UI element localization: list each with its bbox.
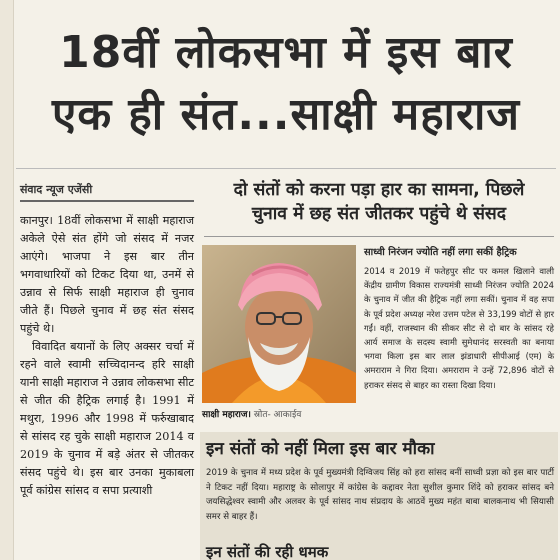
sub-headline [204, 178, 554, 226]
news-agency-byline: संवाद न्यूज एजेंसी [20, 183, 93, 196]
adjacent-column-edge [0, 0, 14, 560]
photo-caption [202, 405, 356, 421]
sakshi-maharaj-photo [202, 245, 356, 403]
subhead-line-1: दो संतों को करना पड़ा हार का सामना, पिछले [233, 180, 525, 200]
right-article-column [364, 246, 554, 392]
box-heading: इन संतों को नहीं मिला इस बार मौका [206, 439, 435, 459]
caption-name: साक्षी महाराज। [202, 410, 251, 420]
article-paragraph-2: विवादित बयानों के लिए अक्सर चर्चा में रहने वाले स्वामी सच्चिदानन्द हरि साक्षी यानी साक्षी महाराज ने उन्नाव लोकसभा सीट से जीत की हैट्रिक लगाई है। 1991 में मथुरा, 1996 और 1998 में फर्रुखाबाद से सांसद रह चुके साक्षी महाराज 2014 व 2019 के चुनाव में बड़े अंतर से जीतकर संसद पहुंचे थे। इस बार उनका मुकाबला पूर्व कांग्रेस सांसद व सपा प्रत्याशी [20, 340, 194, 497]
sidebar-story-title: साध्वी निरंजन ज्योति नहीं लगा सकीं हैट्रिक [364, 247, 517, 258]
headline-line-1: 18वीं लोकसभा में इस बार [59, 27, 513, 78]
article-paragraph-1: कानपुर। 18वीं लोकसभा में साक्षी महाराज अकेले ऐसे संत होंगे जो संसद में नजर आएंगे। भाजपा ने इस बार तीन भगवाधारियों को टिकट दिया था, उनमें से उन्नाव से सिर्फ साक्षी महाराज ही चुनाव जीते हैं। पिछले चुनाव में छह संत संसद पहुंचे थे। [20, 214, 194, 335]
portrait-illustration [202, 245, 356, 403]
box-text: 2019 के चुनाव में मध्य प्रदेश के पूर्व मुख्यमंत्री दिग्विजय सिंह को हरा सांसद बनीं साध्वी प्रज्ञा को इस बार पार्टी ने टिकट नहीं दिया। महाराष्ट्र के सोलापुर में कांग्रेस के कद्दावर नेता सुशील कुमार शिंदे को हराकर सांसद बने जयसिद्धेश्वर स्वामी और अलवर के पूर्व सांसद नाथ संप्रदाय के आठवें मुख्य महंत बाबा बालकनाथ भी सियासी समर से बाहर हैं। [206, 468, 554, 522]
highlight-box [200, 432, 558, 560]
left-article-column [20, 200, 194, 500]
subhead-divider [204, 236, 554, 237]
main-headline [16, 22, 556, 146]
caption-source: स्रोत- आकाईव [253, 410, 302, 420]
box-heading-2: इन संतों की रही धमक [206, 543, 329, 560]
sidebar-story-text: 2014 व 2019 में फतेहपुर सीट पर कमल खिलाने वाली केंद्रीय ग्रामीण विकास राज्यमंत्री साध्वी निरंजन ज्योति 2024 के चुनाव में जीत की हैट्रिक नहीं लगा सकीं। चुनाव में वह सपा के पूर्व प्रदेश अध्यक्ष नरेश उत्तम पटेल से 33,199 वोटों से हार गईं। वहीं, राजस्थान की सीकर सीट से दो बार के सांसद रहे आर्य समाज के सदस्य स्वामी सुमेधानंद सरस्वती का बनाया भगवा किला इस बार लाल झंडाधारी सीपीआई (एम) के अमराराम ने गिरा दिया। अमराराम ने उन्हें 72,896 वोटों से हराकर संसद से बाहर का रास्ता दिखा दिया। [364, 266, 554, 390]
subhead-line-2: चुनाव में छह संत जीतकर पहुंचे थे संसद [251, 204, 507, 224]
headline-line-2: एक ही संत...साक्षी महाराज [51, 89, 520, 140]
headline-divider [16, 168, 556, 169]
